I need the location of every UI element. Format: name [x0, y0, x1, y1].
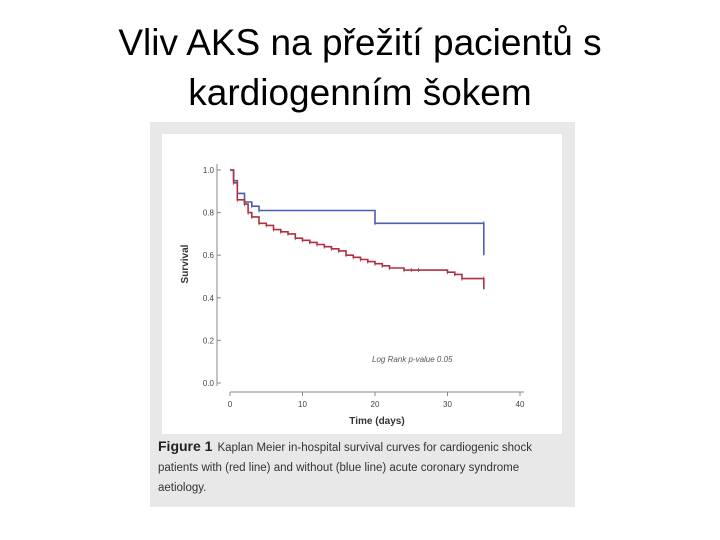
figure-caption — [158, 436, 568, 498]
y-axis-label: Survival — [180, 244, 191, 284]
caption-label: Figure 1 — [158, 438, 213, 454]
x-tick-label: 0 — [227, 400, 233, 409]
y-tick-label: 1.0 — [202, 166, 214, 175]
x-tick-label: 30 — [443, 400, 452, 409]
y-tick-label: 0.2 — [202, 336, 214, 346]
km-survival-chart — [162, 134, 562, 434]
y-tick-label: 0.8 — [202, 208, 214, 218]
x-tick-label: 40 — [515, 400, 525, 409]
survival-curve-1 — [230, 170, 484, 255]
x-tick-label: 10 — [298, 400, 307, 409]
x-tick-label: 20 — [370, 400, 380, 409]
slide-title-line-1: Vliv AKS na přežití pacientů s — [118, 22, 602, 63]
caption-text: Kaplan Meier in-hospital survival curves for cardiogenic shock patients with (red line) and without (blue line) acute coronary syndrome aetiology. — [158, 442, 532, 494]
y-tick-label: 0.6 — [202, 251, 214, 261]
y-tick-label: 0.0 — [202, 379, 214, 388]
x-axis-label: Time (days) — [349, 416, 405, 427]
figure-panel — [150, 122, 575, 507]
plot-area — [162, 134, 562, 434]
slide-title-line-2: kardiogenním šokem — [188, 72, 532, 113]
y-tick-label: 0.4 — [202, 293, 214, 303]
log-rank-annotation: Log Rank p-value 0.05 — [372, 355, 453, 364]
survival-curve-2 — [230, 170, 484, 289]
slide-title — [0, 18, 720, 118]
